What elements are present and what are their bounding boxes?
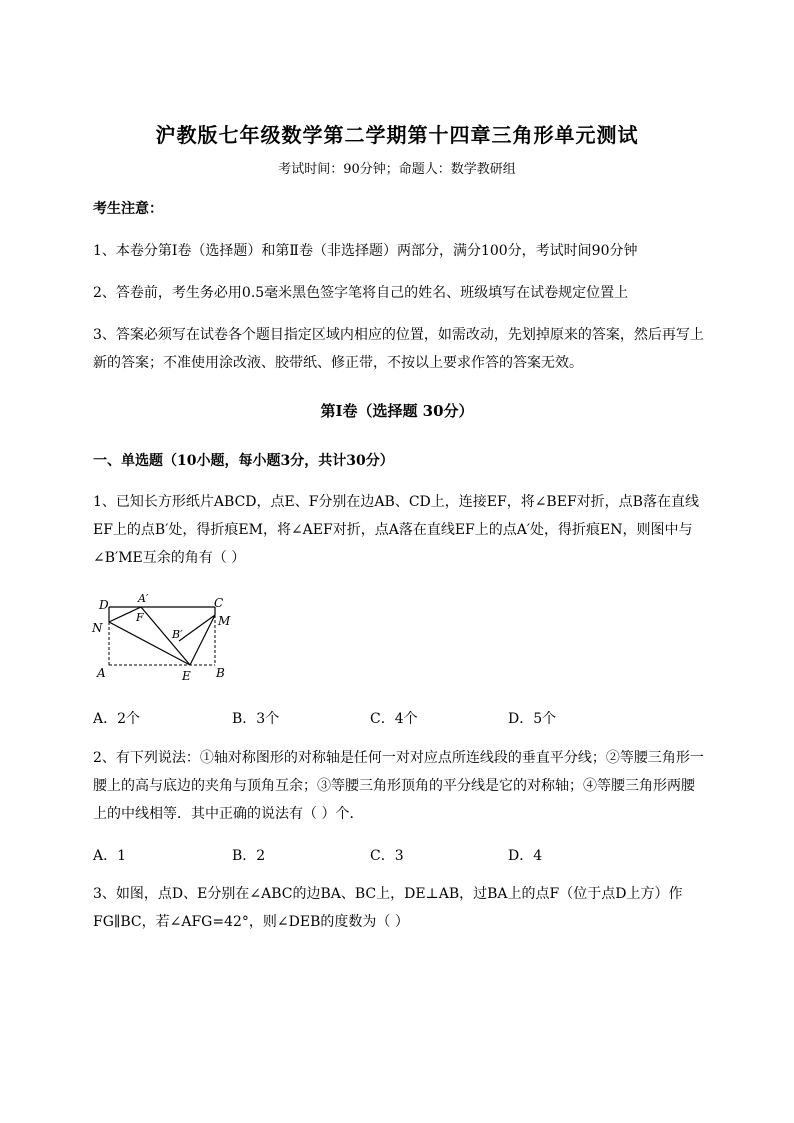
page-title: 沪教版七年级数学第二学期第十四章三角形单元测试 <box>155 123 639 147</box>
question-1-option-b[interactable]: B．3个 <box>232 711 280 727</box>
question-2-stem: 2、有下列说法：①轴对称图形的对称轴是任何一对对应点所连线段的垂直平分线；②等腰三角形一腰上的高与底边的夹角与顶角互余；③等腰三角形顶角的平分线是它的对称轴；④等腰三角形两腰上的中线相等．其中正确的说法有（ ）个． <box>93 750 704 822</box>
notice-item-3: 3、答案必须写在试卷各个题目指定区域内相应的位置，如需改动，先划掉原来的答案，然后再写上新的答案；不准使用涂改液、胶带纸、修正带，不按以上要求作答的答案无效。 <box>93 327 704 371</box>
question-1-option-a[interactable]: A．2个 <box>93 711 141 727</box>
figure-label-b-prime: B′ <box>172 628 183 641</box>
figure-label-c: C <box>214 596 224 610</box>
page-subtitle: 考试时间：90分钟；命题人：数学教研组 <box>278 162 516 177</box>
figure-label-n: N <box>92 621 103 635</box>
notice-item-2: 2、答卷前，考生务必用0.5毫米黑色签字笔将自己的姓名、班级填写在试卷规定位置上 <box>93 285 629 301</box>
part-title: 第I卷（选择题 30分） <box>320 402 474 420</box>
question-2-option-d[interactable]: D．4 <box>508 848 543 864</box>
question-2-option-a[interactable]: A．1 <box>93 848 127 864</box>
question-3-stem: 3、如图，点D、E分别在∠ABC的边BA、BC上，DE⊥AB，过BA上的点F（位于点D上方）作FG∥BC，若∠AFG=42°，则∠DEB的度数为（ ） <box>93 886 683 930</box>
question-1-option-d[interactable]: D．5个 <box>508 711 557 727</box>
figure-label-f: F <box>136 611 144 624</box>
section-heading: 一、单选题（10小题，每小题3分，共计30分） <box>93 453 394 469</box>
question-1-stem: 1、已知长方形纸片ABCD，点E、F分别在边AB、CD上，连接EF，将∠BEF对折，点B落在直线EF上的点B′处，得折痕EM，将∠AEF对折，点A落在直线EF上的点A′处，得折痕EN，则图中与∠B′ME互余的角有（ ） <box>93 494 699 566</box>
question-1-option-c[interactable]: C．4个 <box>370 711 418 727</box>
question-2-option-c[interactable]: C．3 <box>370 848 404 864</box>
notice-heading: 考生注意： <box>93 201 163 217</box>
figure-label-m: M <box>218 614 231 628</box>
figure-label-a-prime: A′ <box>138 592 149 605</box>
figure-label-a: A <box>97 666 106 680</box>
figure-label-e: E <box>182 669 191 683</box>
notice-item-1: 1、本卷分第I卷（选择题）和第Ⅱ卷（非选择题）两部分，满分100分，考试时间90分钟 <box>93 243 638 259</box>
question-2-option-b[interactable]: B．2 <box>232 848 266 864</box>
figure-label-b: B <box>216 666 225 680</box>
question-1-figure <box>88 585 238 685</box>
figure-label-d: D <box>99 598 109 612</box>
